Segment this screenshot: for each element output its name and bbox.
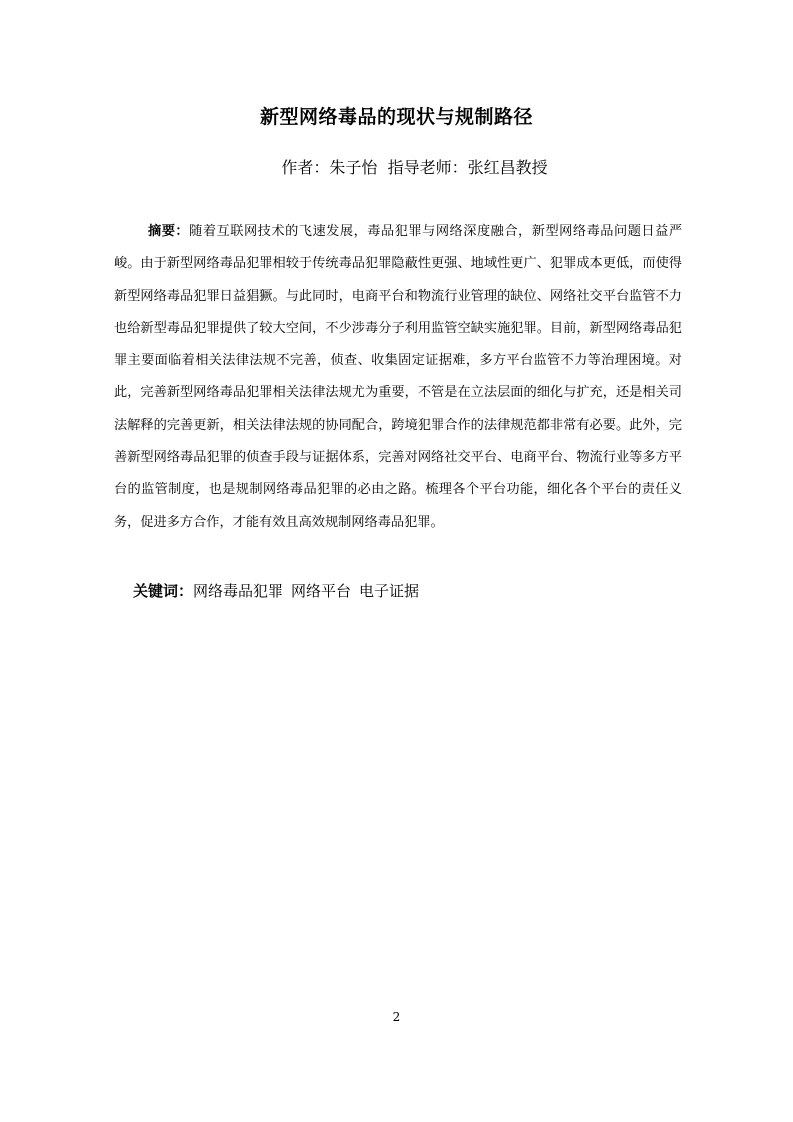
paper-title: 新型网络毒品的现状与规制路径 <box>259 106 533 128</box>
page-number: 2 <box>392 1010 401 1024</box>
keyword-item: 网络毒品犯罪 <box>193 582 284 600</box>
keyword-item: 网络平台 <box>291 582 352 600</box>
keyword-item: 电子证据 <box>359 582 420 600</box>
advisor-label: 指导老师： <box>387 158 468 177</box>
abstract-label: 摘要： <box>148 224 190 239</box>
abstract-text: 随着互联网技术的飞速发展，毒品犯罪与网络深度融合，新型网络毒品问题日益严峻。由于新型网络毒品犯罪相较于传统毒品犯罪隐蔽性更强、地域性更广、犯罪成本更低，而使得新型网络毒品犯罪日益猖獗。与此同时，电商平台和物流行业管理的缺位、网络社交平台监管不力也给新型毒品犯罪提供了较大空间，不少涉毒分子利用监管空缺实施犯罪。目前，新型网络毒品犯罪主要面临着相关法律法规不完善，侦查、收集固定证据难，多方平台监管不力等治理困境。对此，完善新型网络毒品犯罪相关法律法规尤为重要，不管是在立法层面的细化与扩充，还是相关司法解释的完善更新，相关法律法规的协同配合，跨境犯罪合作的法律规范都非常有必要。此外，完善新型网络毒品犯罪的侦查手段与证据体系，完善对网络社交平台、电商平台、物流行业等多方平台的监管制度，也是规制网络毒品犯罪的必由之路。梳理各个平台功能，细化各个平台的责任义务，促进多方合作，才能有效且高效规制网络毒品犯罪。 <box>114 224 683 530</box>
advisor-name: 张红昌教授 <box>467 158 548 177</box>
keywords-label: 关键词： <box>133 582 194 600</box>
author-label: 作者： <box>281 158 330 177</box>
author-line <box>0 156 793 180</box>
author-name: 朱子怡 <box>329 158 378 177</box>
keywords-line <box>133 577 693 605</box>
abstract-paragraph <box>114 216 682 539</box>
